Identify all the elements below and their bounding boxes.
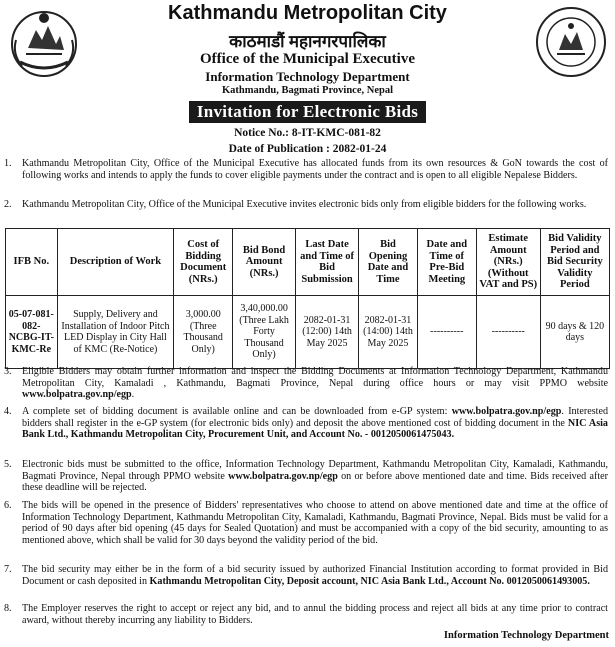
department-name: Information Technology Department <box>205 69 410 84</box>
deposit-account: Kathmandu Metropolitan City, Deposit account, NIC Asia Bank Ltd., Account No. 0012050061493005. <box>149 575 590 587</box>
website-link[interactable]: www.bolpatra.gov.np/egp <box>451 406 562 417</box>
column-header: Bid Bond Amount (NRs.) <box>233 229 296 296</box>
header <box>0 0 615 98</box>
point-text: Kathmandu Metropolitan City, Office of the Municipal Executive invites electronic bids only from eligible bidders for the following works. <box>22 199 587 210</box>
column-header: Last Date and Time of Bid Submission <box>296 229 359 296</box>
point-text-end: . <box>131 389 135 401</box>
point-text: A complete set of bidding document is available online and can be downloaded from e-GP system: <box>22 406 452 417</box>
column-header: Bid Validity Period and Bid Security Validity Period <box>540 229 609 296</box>
point-4 <box>4 406 608 441</box>
table-cell-pre-bid: ---------- <box>417 296 476 369</box>
table-cell-validity: 90 days & 120 days <box>540 296 609 369</box>
table-row <box>6 296 610 369</box>
table-cell-bid-bond: 3,40,000.00 (Three Lakh Forty Thousand Only) <box>233 296 296 369</box>
city-name: Kathmandu Metropolitan City <box>168 2 447 24</box>
point-text: Kathmandu Metropolitan City, Office of the Municipal Executive has allocated funds from its own resources & GoN towards the cost of following works and intends to apply the funds to cover eligible payments under the contract and is open to all eligible Nepalese Bidders. <box>22 158 608 181</box>
point-text: Electronic bids must be submitted to the office, Information Technology Department, Kathmandu Metropolitan City, Kamaladi, Kathmandu, Bagmati Province, Nepal through PPMO website <box>22 459 608 482</box>
point-text: The bid security may either be in the form of a bid security issued by authorized Financial Institution according to format provided in Bid Document or cash deposited in <box>22 564 608 587</box>
publication-date: Date of Publication : 2082-01-24 <box>228 143 387 155</box>
point-number: 7. <box>4 564 12 575</box>
kmc-seal-icon <box>533 4 609 80</box>
column-header: Bid Opening Date and Time <box>359 229 418 296</box>
column-header: IFB No. <box>6 229 58 296</box>
address: Kathmandu, Bagmati Province, Nepal <box>221 85 394 96</box>
column-header: Date and Time of Pre-Bid Meeting <box>417 229 476 296</box>
table-header-row <box>6 229 610 296</box>
nepali-name: काठमाडौं महानगरपालिका <box>229 32 386 51</box>
point-6 <box>4 500 608 546</box>
point-text-end: on or before above mentioned date and time. Bids received after these deadline will be rejected. <box>22 470 608 494</box>
point-text: The bids will be opened in the presence of Bidders' representatives who choose to attend on above mentioned date and time at the office of Information Technology Department, Kathmandu Metropolitan City, Kamaladi, Kathmandu, Bagmati Province, Nepal. Bids must be valid for a period of 90 days after bid opening (45 days for Sealed Quotation) and must be accompanied with a copy of the bid security, amounting to as mentioned above, which shall be valid for 30 days beyond the validity period of the bid. <box>22 500 608 546</box>
table-cell-opening-date: 2082-01-31 (14:00) 14th May 2025 <box>359 296 418 369</box>
point-5 <box>4 459 608 494</box>
table-cell-description: Supply, Delivery and Installation of Indoor Pitch LED Display in City Hall of KMC (Re-Notice) <box>57 296 174 369</box>
table-cell-ifb: 05-07-081-082-NCBG-IT-KMC-Re <box>6 296 58 369</box>
point-number: 8. <box>4 603 12 614</box>
column-header: Description of Work <box>57 229 174 296</box>
page-title: Invitation for Electronic Bids <box>189 101 426 123</box>
column-header: Estimate Amount (NRs.) (Without VAT and PS) <box>476 229 540 296</box>
point-number: 3. <box>4 366 12 377</box>
point-number: 5. <box>4 459 12 470</box>
point-7 <box>4 564 608 587</box>
table-cell-estimate: ---------- <box>476 296 540 369</box>
intro-point-1 <box>4 158 608 181</box>
intro-point-2 <box>4 199 608 211</box>
point-number: 1. <box>4 158 12 169</box>
footer-signature: Information Technology Department <box>443 630 609 641</box>
notice-number: Notice No.: 8-IT-KMC-081-82 <box>234 127 381 139</box>
bank-account: NIC Asia Bank Ltd., Kathmandu Metropolitan City, Procurement Unit, and Account No. - 0012050061475043. <box>22 417 608 441</box>
website-link[interactable]: www.bolpatra.gov.np/egp <box>228 470 338 482</box>
table-cell-cost: 3,000.00 (Three Thousand Only) <box>174 296 233 369</box>
point-text: Eligible Bidders may obtain further information and inspect the Bidding Documents at Information Technology Department, Kathmandu Metropolitan City, Kamaladi , Kathmandu, Bagmati Province, Nepal during office hours or may visit PPMO website <box>22 366 608 389</box>
column-header: Cost of Bidding Document (NRs.) <box>174 229 233 296</box>
point-number: 2. <box>4 199 12 210</box>
office-name: Office of the Municipal Executive <box>200 51 415 67</box>
point-number: 4. <box>4 406 12 417</box>
point-number: 6. <box>4 500 12 511</box>
point-3 <box>4 366 608 401</box>
table-cell-last-date: 2082-01-31 (12:00) 14th May 2025 <box>296 296 359 369</box>
bids-table <box>5 228 610 369</box>
website-link[interactable]: www.bolpatra.gov.np/egp <box>22 389 132 401</box>
point-text: . Interested bidders shall register in the e-GP system (for electronic bids only) and deposit the above mentioned cost of bidding document in the <box>22 406 608 429</box>
point-8 <box>4 603 608 626</box>
point-text: The Employer reserves the right to accept or reject any bid, and to annul the bidding process and reject all bids at any time prior to contract award, without thereby incurring any liability to Bidders. <box>22 603 608 626</box>
